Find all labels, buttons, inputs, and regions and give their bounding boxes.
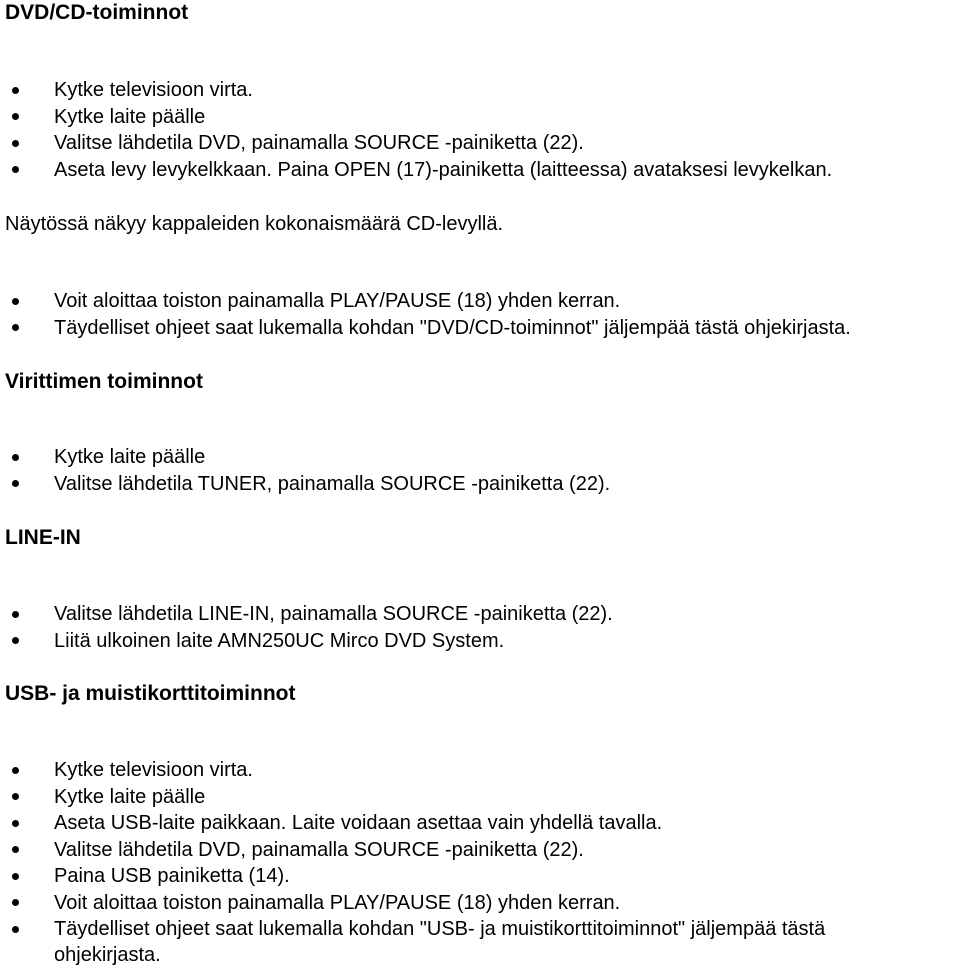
bullet-icon — [12, 846, 19, 853]
dvd-note: Näytössä näkyy kappaleiden kokonaismäärä CD-levyllä. — [5, 213, 504, 235]
bullet-icon — [12, 767, 19, 774]
bullet-icon — [12, 820, 19, 827]
bullet-icon — [12, 113, 19, 120]
heading-dvd-cd: DVD/CD-toiminnot — [5, 1, 189, 24]
heading-line-in: LINE-IN — [5, 526, 81, 549]
bullet-icon — [12, 140, 19, 147]
heading-usb: USB- ja muistikorttitoiminnot — [5, 682, 296, 705]
list-item: Liitä ulkoinen laite AMN250UC Mirco DVD System. — [0, 628, 613, 655]
list-item: Valitse lähdetila DVD, painamalla SOURCE -painiketta (22). — [0, 130, 832, 157]
bullet-icon — [12, 166, 19, 173]
list-item: Kytke laite päälle — [0, 104, 832, 131]
list-item: Voit aloittaa toiston painamalla PLAY/PAUSE (18) yhden kerran. — [0, 890, 934, 917]
list-item: Kytke laite päälle — [0, 444, 610, 471]
bullet-icon — [12, 324, 19, 331]
list-item: Kytke laite päälle — [0, 784, 934, 811]
bullet-icon — [12, 926, 19, 933]
bullet-icon — [12, 480, 19, 487]
list-item: Aseta levy levykelkkaan. Paina OPEN (17)-painiketta (laitteessa) avataksesi levykelkan. — [0, 157, 832, 184]
bullet-icon — [12, 298, 19, 305]
list-item: Valitse lähdetila TUNER, painamalla SOURCE -painiketta (22). — [0, 471, 610, 498]
list-item: Aseta USB-laite paikkaan. Laite voidaan asettaa vain yhdellä tavalla. — [0, 810, 934, 837]
tuner-steps-list — [0, 444, 610, 497]
list-item: Valitse lähdetila DVD, painamalla SOURCE -painiketta (22). — [0, 837, 934, 864]
list-item: Kytke televisioon virta. — [0, 757, 934, 784]
bullet-icon — [12, 611, 19, 618]
bullet-icon — [12, 899, 19, 906]
list-item: Voit aloittaa toiston painamalla PLAY/PAUSE (18) yhden kerran. — [0, 288, 851, 315]
bullet-icon — [12, 454, 19, 461]
dvd-steps-list — [0, 77, 832, 183]
usb-steps-list — [0, 757, 934, 968]
list-item: Valitse lähdetila LINE-IN, painamalla SOURCE -painiketta (22). — [0, 601, 613, 628]
linein-steps-list — [0, 601, 613, 654]
bullet-icon — [12, 637, 19, 644]
bullet-icon — [12, 873, 19, 880]
bullet-icon — [12, 793, 19, 800]
list-item: Täydelliset ohjeet saat lukemalla kohdan "DVD/CD-toiminnot" jäljempää tästä ohjekirjasta. — [0, 315, 851, 342]
list-item: Täydelliset ohjeet saat lukemalla kohdan "USB- ja muistikorttitoiminnot" jäljempää tästä ohjekirjasta. — [0, 916, 934, 968]
bullet-icon — [12, 87, 19, 94]
list-item: Kytke televisioon virta. — [0, 77, 832, 104]
list-item: Paina USB painiketta (14). — [0, 863, 934, 890]
dvd-steps2-list — [0, 288, 851, 341]
heading-tuner: Virittimen toiminnot — [5, 370, 203, 393]
